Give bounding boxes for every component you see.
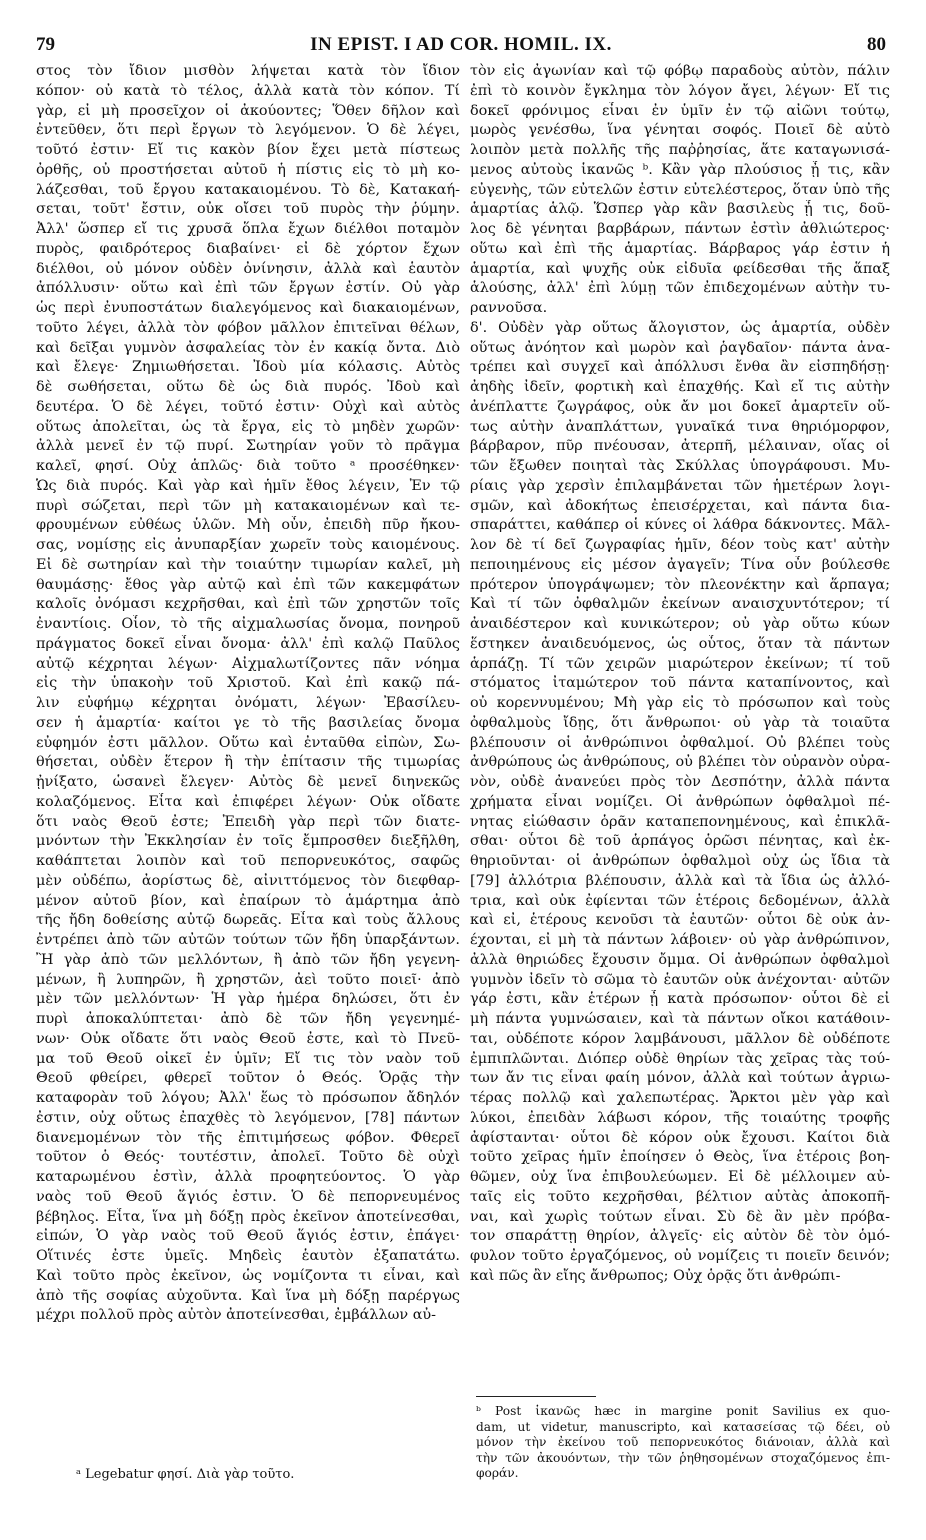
- text-line: σεν ἡ ἁμαρτία· καίτοι γε τὸ τῆς βασιλείας ὄνομα: [36, 714, 460, 731]
- text-line: Εἰ δὲ σωτηρίαν καὶ τὴν τοιαύτην τιμωρίαν καλεῖ, μὴ: [36, 556, 460, 573]
- text-line: ὅτι ναὸς Θεοῦ ἐστε; Ἐπειδὴ γὰρ περὶ τῶν διατε-: [36, 813, 460, 830]
- text-line: δευτέρα. Ὁ δὲ λέγει, τοῦτό ἐστιν· Οὐχὶ καὶ αὐτὸς: [36, 398, 460, 415]
- text-line: στος τὸν ἴδιον μισθὸν λήψεται κατὰ τὸν ἴδιον: [36, 63, 460, 79]
- text-line: μὲν τῶν μελλόντων· Ἡ γὰρ ἡμέρα δηλώσει, ὅτι ἐν: [36, 991, 460, 1008]
- text-line: νητας εἰώθασιν ὁρᾶν καταπεπονημένους, καὶ ἐπικλᾶ-: [470, 813, 890, 830]
- text-line: ναι, καὶ χωρὶς τούτων εἶναι. Σὺ δὲ ἂν μὲν πρόβα-: [470, 1208, 890, 1225]
- text-line: [79] ἀλλότρια βλέπουσιν, ἀλλὰ καὶ τὰ ἴδια ὡς ἀλλό-: [470, 872, 890, 889]
- text-line: χρήματα εἶναι νομίζει. Οἱ ἀνθρώπων ὀφθαλμοὶ πέ-: [470, 793, 890, 810]
- text-line: καθάπτεται λοιπὸν καὶ τοῦ πεπορνευκότος, σαφῶς: [36, 853, 460, 869]
- text-line: εἰπών, Ὁ γὰρ ναὸς τοῦ Θεοῦ ἅγιός ἐστιν, ἐπάγει·: [36, 1228, 460, 1245]
- text-line: βλέπουσιν οἱ ἀνθρώπινοι ὀφθαλμοί. Οὐ βλέπει τοὺς: [470, 734, 890, 751]
- text-line: ἐναντίοις. Οἷον, τὸ τῆς αἰχμαλωσίας ὄνομα, πονηροῦ: [36, 616, 460, 632]
- text-line: καταφορὰν τοῦ λόγου; Ἀλλ' ἕως τὸ πρόσωπον ἄδηλόν: [36, 1090, 460, 1106]
- text-line: μενος αὐτοὺς ἱκανῶς ᵇ. Κἂν γὰρ πλούσιος ᾖ τις, κἂν: [470, 161, 890, 178]
- text-line: τως αὐτὴν ἀναπλάττων, γυναῖκά τινα θηριόμορφον,: [470, 418, 890, 435]
- text-line: κολαζόμενος. Εἶτα καὶ ἐπιφέρει λέγων· Οὐκ οἴδατε: [36, 793, 460, 810]
- text-line: κόπον· οὐ κατὰ τὸ τέλος, ἀλλὰ κατὰ τὸν κόπον. Τί: [36, 82, 460, 99]
- text-line: τοῦτο λέγει, ἀλλὰ τὸν φόβον μᾶλλον ἐπιτεῖναι θέλων,: [36, 319, 460, 336]
- text-line: τὸν εἰς ἀγωνίαν καὶ τῷ φόβῳ παραδοὺς αὐτὸν, πάλιν: [470, 63, 890, 79]
- text-line: μένων, ἢ λυπηρῶν, ἢ χρηστῶν, ἀεὶ τοῦτο ποιεῖ· ἀπὸ: [36, 971, 460, 988]
- text-line: τὴν τῶν ἀκουόντων, τὴν τῶν ῥηθησομένων στοχαζόμενος ἐπι-: [476, 1450, 890, 1465]
- text-line: καὶ ἔλεγε· Ζημιωθήσεται. Ἰδοὺ μία κόλασις. Αὐτὸς: [36, 359, 460, 376]
- text-line: ἀνθρώπους ὡς ἀνθρώπους, οὐ βλέπει τὸν οὐρανὸν οὐρα-: [470, 754, 890, 771]
- text-line: σπαράττει, καθάπερ οἱ κύνες οἱ λάθρα δάκνοντες. Μᾶλ-: [470, 517, 890, 534]
- text-line: λύκοι, ἐπειδὰν λάβωσι κόρον, τῆς τοιαύτης τροφῆς: [470, 1109, 890, 1126]
- text-line: ται, οὐδέποτε κόρον λαμβάνουσι, μᾶλλον δὲ οὐδέποτε: [470, 1030, 890, 1047]
- text-line: τῆς ἤδη δοθείσης αὐτῷ δωρεᾶς. Εἶτα καὶ τοὺς ἄλλους: [36, 912, 460, 929]
- text-line: διέλθοι, οὐ μόνον οὐδὲν ὀνίνησιν, ἀλλὰ καὶ ἑαυτὸν: [36, 260, 460, 277]
- text-line: οὐ κορεννυμένου; Μὴ γὰρ εἰς τὸ πρόσωπον καὶ τοὺς: [470, 695, 890, 711]
- text-line: πυρὶ σώζεται, περὶ τῶν μὴ κατακαιομένων καὶ τε-: [36, 497, 460, 514]
- text-line: οὕτω καὶ ἐπὶ τῆς ἁμαρτίας. Βάρβαρος γάρ ἐστιν ἡ: [470, 240, 890, 257]
- text-line: Ὡς διὰ πυρός. Καὶ γὰρ καὶ ἡμῖν ἔθος λέγειν, Ἐν τῷ: [36, 477, 460, 494]
- text-line: πυρὶ ἀποκαλύπτεται· ἀπὸ δὲ τῶν ἤδη γεγενημέ-: [36, 1011, 460, 1027]
- text-line: ἐμπιπλῶνται. Διόπερ οὐδὲ θηρίων τὰς χεῖρας τὰς τού-: [470, 1050, 890, 1067]
- text-line: Καὶ τί τῶν ὀφθαλμῶν ἐκείνων αναισχυντότερον; τί: [470, 596, 890, 613]
- text-line: ᾐνίξατο, ὡσανεὶ ἔλεγεν· Αὐτὸς δὲ μενεῖ διηνεκῶς: [36, 774, 460, 790]
- text-line: φρουμένων εὐθέως ὑλῶν. Μὴ οὖν, ἐπειδὴ πῦρ ἤκου-: [36, 517, 460, 534]
- text-line: πεποιημένους εἰς μέσον ἀγαγεῖν; Τίνα οὖν βούλεσθε: [470, 556, 890, 573]
- text-line: των ἄν τις εἶναι φαίη μόνον, ἀλλὰ καὶ τούτων ἀγριω-: [470, 1070, 890, 1087]
- text-line: τῶν ἔξωθεν ποιηταὶ τὰς Σκύλλας ὑπογράφουσι. Μυ-: [470, 458, 890, 474]
- text-line: ἀλλὰ θηριώδες ἔχουσιν ὄμμα. Οἱ ἀνθρώπων ὀφθαλμοὶ: [470, 951, 890, 968]
- text-line: καταρωμένου ἐστὶν, ἀλλὰ προφητεύοντος. Ὁ γὰρ: [36, 1169, 460, 1185]
- text-line: φοράν.: [476, 1466, 519, 1480]
- running-title: IN EPIST. I AD COR. HOMIL. IX.: [310, 34, 612, 55]
- text-line: θήσεται, οὐδὲν ἕτερον ἢ τὴν ἐπίτασιν τῆς τιμωρίας: [36, 754, 460, 771]
- text-line: λιν εὐφήμῳ κέχρηται ὀνόματι, λέγων· Ἐβασίλευ-: [36, 695, 460, 711]
- text-line: θηριοῦνται· οἱ ἀνθρώπων ὀφθαλμοὶ οὐχ ὡς ἴδια τὰ: [470, 853, 890, 869]
- text-line: μὴ πάντα γυμνώσαιεν, καὶ τὰ πάντων οἴκοι κατάθοιν-: [470, 1011, 890, 1027]
- text-line: Θεοῦ φθείρει, φθερεῖ τοῦτον ὁ Θεός. Ὁρᾷς τὴν: [36, 1070, 460, 1087]
- footnote-rule-right: [476, 1396, 596, 1397]
- text-line: εὐφημόν ἐστι μᾶλλον. Οὕτω καὶ ἐνταῦθα εἰπὼν, Σω-: [36, 734, 460, 751]
- text-line: τρέπει καὶ συγχεῖ καὶ ἀπόλλυσι ἔνθα ἂν εἰσπηδήσῃ·: [470, 359, 890, 376]
- text-line: σας, νομίσῃς εἰς ἀνυπαρξίαν χωρεῖν τοὺς καιομένους.: [36, 537, 460, 553]
- page-number-right: 80: [867, 34, 886, 55]
- text-line: ἀνέπλαττε ζωγράφος, οὐκ ἄν μοι δοκεῖ ἁμαρτεῖν οὕ-: [470, 398, 890, 415]
- text-line: ἁλούσης, ἀλλ' ἐπὶ λύμῃ τῶν ἐπιδεχομένων αὐτὴν τυ-: [470, 280, 890, 297]
- text-line: ἁρπάζῃ. Τί τῶν χειρῶν μιαρώτερον ἐκείνων; τί τοῦ: [470, 655, 890, 672]
- page-number-left: 79: [36, 34, 55, 55]
- text-line: μέχρι πολλοῦ πρὸς αὐτὸν ἀποτείνεσθαι, ἐμβάλλων αὐ-: [36, 1307, 437, 1324]
- text-line: δ'. Οὐδὲν γὰρ οὕτως ἄλογιστον, ὡς ἁμαρτία, οὐδὲν: [470, 319, 890, 336]
- text-line: θαυμάσῃς· ἔθος γὰρ αὐτῷ καὶ ἐπὶ τῶν κακεμφάτων: [36, 576, 460, 593]
- text-line: ᵇ Post ἱκανῶς hæc in margine ponit Savilius ex quo-: [476, 1404, 890, 1418]
- text-line: καλοῖς ὀνόμασι κεχρῆσθαι, καὶ ἐπὶ τῶν χρηστῶν τοῖς: [36, 596, 460, 613]
- text-line: τοῦτον ὁ Θεός· τουτέστιν, ἀπολεῖ. Τοῦτο δὲ οὐχὶ: [36, 1149, 460, 1166]
- text-line: ἀλλὰ μενεῖ ἐν τῷ πυρί. Σωτηρίαν γοῦν τὸ πρᾶγμα: [36, 438, 460, 455]
- text-line: ὀρθῆς, οὐ προστήσεται αὐτοῦ ἡ πίστις εἰς τὸ μὴ κο-: [36, 161, 460, 178]
- text-line: ραννοῦσα.: [470, 300, 548, 316]
- text-line: διανεμομένων τὸν τῆς ἐπιτιμήσεως φόβον. Φθερεῖ: [36, 1129, 460, 1146]
- text-line: σθαι· οὗτοι δὲ τοῦ ἁρπάγος ὁρῶσι πένητας, καὶ ἐκ-: [470, 833, 890, 850]
- text-line: πράγματος δοκεῖ εἶναι ὄνομα· ἀλλ' ἐπὶ καλῷ Παῦλος: [36, 635, 460, 652]
- text-line: εἰς τὴν ὑπακοὴν τοῦ Χριστοῦ. Καὶ ἐπὶ κακῷ πά-: [36, 675, 460, 692]
- text-line: λάζεσθαι, τοῦ ἔργου κατακαιομένου. Τὸ δὲ, Κατακαή-: [36, 181, 460, 198]
- text-line: μωρὸς γενέσθω, ἵνα γένηται σοφός. Ποιεῖ δὲ αὐτὸ: [470, 122, 890, 139]
- text-line: μένον αὐτοῦ βίον, καὶ ἐπαίρων τὸ ἁμάρτημα ἀπὸ: [36, 892, 460, 909]
- text-line: νὸν, οὐδὲ ἀνανεύει πρὸς τὸν Δεσπότην, ἀλλὰ πάντα: [470, 774, 890, 790]
- text-line: Ἢ γὰρ ἀπὸ τῶν μελλόντων, ἢ ἀπὸ τῶν ἤδη γεγενη-: [36, 951, 460, 968]
- text-line: Ἀλλ' ὥσπερ εἴ τις χρυσᾶ ὅπλα ἔχων διέλθοι ποταμὸν: [36, 221, 460, 237]
- text-line: τέρας πολλῷ καὶ χαλεπωτέρας. Ἄρκτοι μὲν γὰρ καὶ: [470, 1090, 890, 1106]
- text-line: βάρβαρον, πῦρ πνέουσαν, ἀτερπῆ, μέλαιναν, οἵας οἱ: [470, 438, 890, 455]
- text-line: πρότερον ὑπογράψωμεν; τὸν πλεονέκτην καὶ ἅρπαγα;: [470, 576, 890, 593]
- text-line: καὶ εἰ, ἑτέρους κενοῦσι τὰ ἑαυτῶν· οὗτοι δὲ οὐκ ἀν-: [470, 912, 890, 929]
- text-line: σεται, τοῦτ' ἔστιν, οὐκ οἴσει τοῦ πυρὸς τὴν ῥύμην.: [36, 201, 460, 218]
- text-line: τοῦτο χεῖρας ἡμῖν ἐποίησεν ὁ Θεὸς, ἵνα ἑτέροις βοη-: [470, 1149, 890, 1166]
- text-line: ρίαις γὰρ χερσὶν ἐπιλαμβάνεται τῶν ἡμετέρων λογι-: [470, 477, 890, 494]
- text-line: καὶ δεῖξαι γυμνὸν ἀσφαλείας τὸν ἐν κακίᾳ ὄντα. Διὸ: [36, 339, 460, 356]
- text-line: ἐστιν, οὐχ οὕτως ἐπαχθὲς τὸ λεγόμενον, [78] πάντων: [36, 1109, 460, 1126]
- text-line: μνόντων τὴν Ἐκκλησίαν ἐν τοῖς ἔμπροσθεν διεξῆλθη,: [36, 833, 460, 850]
- text-line: οὕτως ἀπολεῖται, ὡς τὰ ἔργα, εἰς τὸ μηδὲν χωρῶν·: [36, 418, 460, 435]
- text-line: γάρ ἐστι, κἂν ἑτέρων ᾖ κατὰ πρόσωπον· οὗτοι δὲ εἰ: [470, 991, 890, 1008]
- text-line: μα τοῦ Θεοῦ οἰκεῖ ἐν ὑμῖν; Εἴ τις τὸν ναὸν τοῦ: [36, 1050, 460, 1067]
- text-line: έχονται, εἰ μὴ τὰ πάντων λάβοιεν· οὐ γὰρ ἀνθρώπινον,: [470, 932, 890, 948]
- running-header: [36, 34, 886, 58]
- text-line: ὡς περὶ ἐνυποστάτων διαλεγόμενος καὶ διακαιομένων,: [36, 300, 460, 316]
- left-column: [36, 62, 460, 1326]
- text-line: ἀπόλλυσιν· οὕτω καὶ ἐπὶ τῶν ἔργων ἐστίν. Οὐ γὰρ: [36, 280, 460, 297]
- text-line: δὲ σωθήσεται, οὕτω δὲ ὡς διὰ πυρός. Ἰδοὺ καὶ: [36, 379, 460, 395]
- text-line: θῶμεν, οὐχ ἵνα ἐπιβουλεύωμεν. Εἰ δὲ μέλλοιμεν αὐ-: [470, 1169, 890, 1185]
- right-column: [470, 62, 890, 1287]
- text-line: δοκεῖ φρόνιμος εἶναι ἐν ὑμῖν ἐν τῷ αἰῶνι τούτῳ,: [470, 102, 890, 119]
- text-line: νων· Οὐκ οἴδατε ὅτι ναὸς Θεοῦ ἐστε, καὶ τὸ Πνεῦ-: [36, 1030, 460, 1047]
- text-line: οὕτως ἀνόητον καὶ μωρὸν καὶ ῥαγδαῖον· πάντα ἀνα-: [470, 339, 890, 356]
- text-line: σμῶν, καὶ ἀδοκήτως ἐπεισέρχεται, καὶ πάντα δια-: [470, 497, 890, 514]
- text-line: ἐπὶ τὸ κοινὸν ἔγκλημα τὸν λόγον ἄγει, λέγων· Εἴ τις: [470, 82, 890, 99]
- text-line: τοῦτό ἐστιν· Εἴ τις κακὸν βίον ἔχει μετὰ πίστεως: [36, 142, 460, 158]
- text-line: ἀπὸ τῆς σοφίας αὐχοῦντα. Καὶ ἵνα μὴ δόξῃ παρέργως: [36, 1287, 460, 1304]
- text-line: λον δὲ τί δεῖ ζωγραφίας ἡμῖν, δέον τοὺς κατ' αὐτὴν: [470, 537, 890, 553]
- text-line: μὲν οὐδέπω, ἀορίστως δὲ, αἰνιττόμενος τὸν διεφθαρ-: [36, 872, 460, 889]
- text-line: αὐτῷ κέχρηται λέγων· Αἰχμαλωτίζοντες πᾶν νόημα: [36, 655, 460, 672]
- text-line: Καὶ τοῦτο πρὸς ἐκεῖνον, ὡς νομίζοντα τι εἶναι, καὶ: [36, 1267, 460, 1284]
- text-line: στόματος ἰταμώτερον τοῦ πάντα καταπίνοντος, καὶ: [470, 675, 890, 692]
- footnote-right: [476, 1404, 890, 1482]
- text-line: ἐντρέπει ἀπὸ τῶν αὐτῶν τούτων τῶν ἤδη ὑπαρξάντων.: [36, 932, 460, 948]
- text-line: ἁμαρτία, καὶ ψυχῆς οὐκ εἰδυῖα φείδεσθαι τῆς ἅπαξ: [470, 260, 890, 277]
- text-line: πυρὸς, φαιδρότερος διαβαίνει· εἰ δὲ χόρτον ἔχων: [36, 240, 460, 257]
- text-line: βέβηλος. Εἶτα, ἵνα μὴ δόξῃ πρὸς ἐκεῖνον ἀποτείνεσθαι,: [36, 1208, 460, 1225]
- text-line: γὰρ, εἰ μὴ προσεῖχον οἱ ἀκούοντες; Ὅθεν δῆλον καὶ: [36, 102, 460, 119]
- footnote-left: ᵃ Legebatur φησί. Διὰ γὰρ τοῦτο.: [76, 1467, 295, 1482]
- text-line: ὀφθαλμοὺς ἴδῃς, ὅτι ἄνθρωποι· οὐ γὰρ τὰ τοιαῦτα: [470, 714, 890, 731]
- text-line: ἐντεῦθεν, ὅτι περὶ ἔργων τὸ λεγόμενον. Ὁ δὲ λέγει,: [36, 122, 460, 139]
- text-line: Οἵτινές ἐστε ὑμεῖς. Μηδεὶς ἑαυτὸν ἐξαπατάτω.: [36, 1248, 460, 1264]
- text-line: ἁμαρτίας ἁλῷ. Ὥσπερ γὰρ κἂν βασιλεὺς ᾖ τις, δοῦ-: [470, 201, 890, 218]
- text-line: λοιπὸν μετὰ πολλῆς τῆς παῤῥησίας, ἅτε καταγωνισά-: [470, 142, 890, 158]
- text-line: εὐγενὴς, τῶν εὐτελῶν ἐστιν εὐτελέστερος, ὅταν ὑπὸ τῆς: [470, 181, 890, 198]
- text-line: τρια, καὶ οὐκ ἐφίενται τῶν ἑτέροις δεδομένων, ἀλλὰ: [470, 892, 890, 909]
- text-line: τον σπαράττῃ θηρίον, ἀλγεῖς· εἰς αὐτὸν δὲ τὸν ὁμό-: [470, 1228, 890, 1245]
- text-line: καὶ πῶς ἂν εἴης ἄνθρωπος; Οὐχ ὁρᾷς ὅτι ἀνθρώπι-: [470, 1267, 841, 1284]
- text-line: dam, ut videtur, manuscripto, καὶ κατασείσας τῷ δέει, οὐ: [476, 1419, 890, 1434]
- text-line: ναὸς τοῦ Θεοῦ ἅγιός ἐστιν. Ὁ δὲ πεπορνευμένος: [36, 1188, 460, 1205]
- text-line: μόνον τὴν ἐκείνου τοῦ πεπορνευκότος διάνοιαν, ἀλλὰ καὶ: [476, 1435, 890, 1449]
- text-line: ἕστηκεν ἀναιδευόμενος, ὡς οὗτος, ὅταν τὰ πάντων: [470, 635, 890, 652]
- text-line: ἀφίστανται· οὗτοι δὲ κόρον οὐκ ἔχουσι. Καίτοι διὰ: [470, 1129, 890, 1146]
- text-line: καλεῖ, φησί. Οὐχ ἁπλῶς· διὰ τοῦτο ᵃ προσέθηκεν·: [36, 458, 460, 474]
- text-line: λος δὲ γένηται βαρβάρων, πάντων ἐστὶν ἀθλιώτερος·: [470, 221, 890, 237]
- text-line: ἀναιδέστερον καὶ κυνικώτερον; οὐ γὰρ οὕτω κύων: [470, 616, 890, 632]
- text-line: φυλον τοῦτο ἐργαζόμενος, οὐ νομίζεις τι ποιεῖν δεινόν;: [470, 1248, 890, 1264]
- text-line: ταῖς εἰς τοῦτο κεχρῆσθαι, βέλτιον αὐτὰς ἀποκοπῆ-: [470, 1188, 890, 1205]
- text-line: γυμνὸν ἰδεῖν τὸ σῶμα τὸ ἑαυτῶν οὐκ ἀνέχονται· αὐτῶν: [470, 971, 890, 988]
- text-line: ἀηδὴς ἰδεῖν, φορτικὴ καὶ ἐπαχθής. Καὶ εἴ τις αὐτὴν: [470, 379, 890, 395]
